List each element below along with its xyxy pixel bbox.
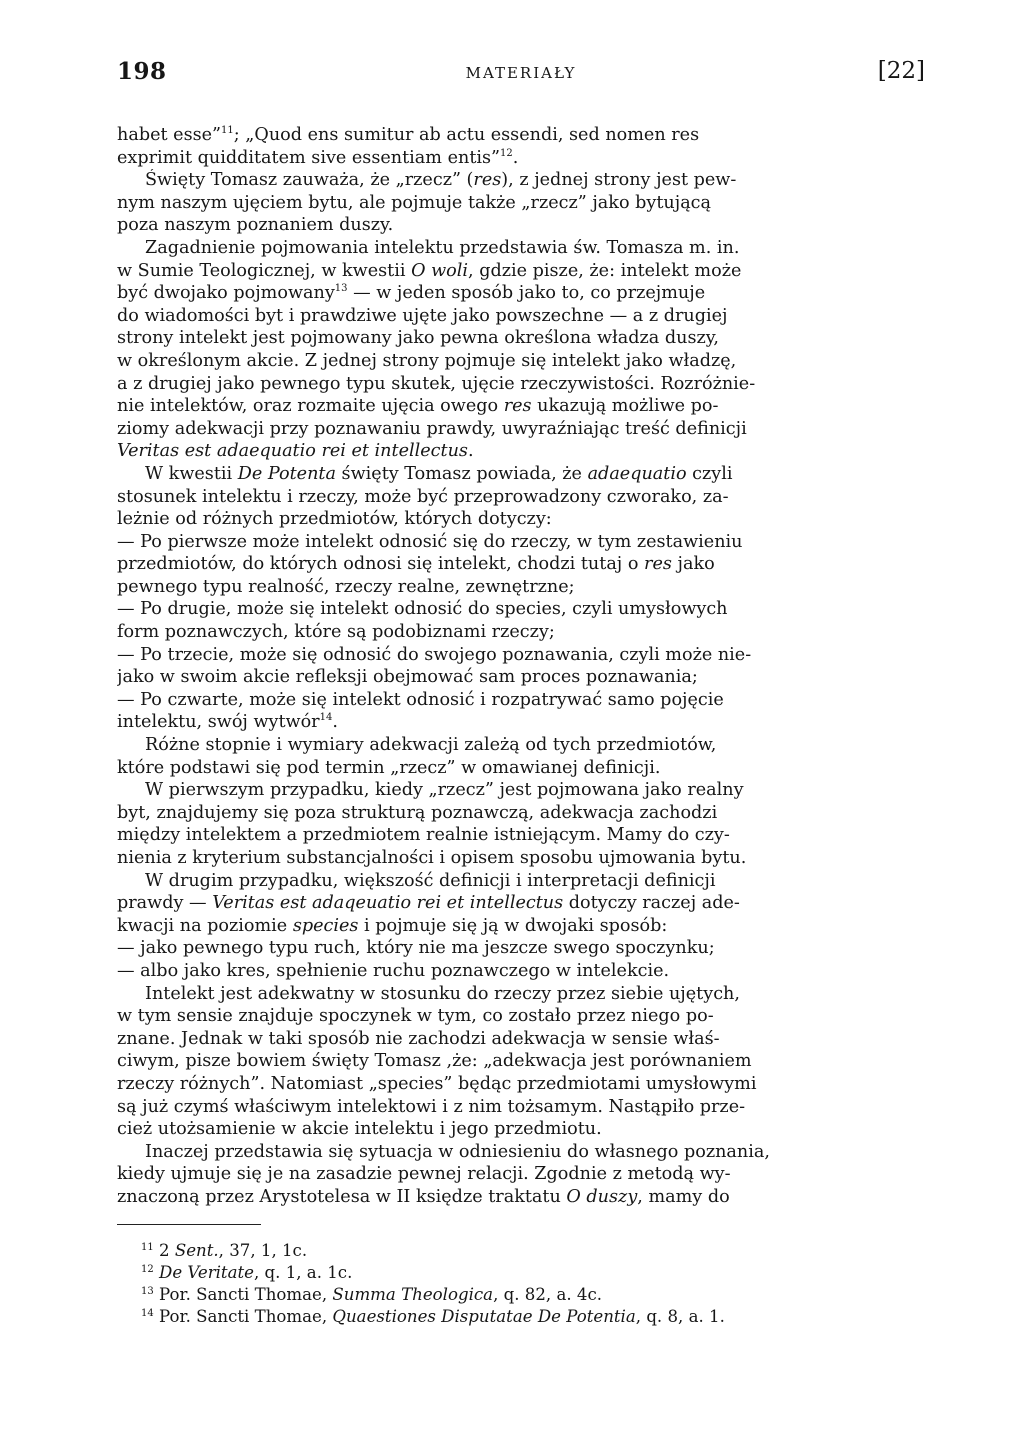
footnotes: [117, 1240, 925, 1328]
text-line: być dwojako pojmowany$^{13}$ — w jeden sposób jako to, co przejmuje: [117, 283, 706, 304]
text-line: exprimit quidditatem sive essentiam entis”$^{12}$.: [117, 147, 519, 168]
text-line: nienia z kryterium substancjalności i opisem sposobu ujmowania bytu.: [117, 848, 747, 868]
footnote: $^{12}$ De Veritate, q. 1, a. 1c.: [141, 1263, 353, 1282]
text-line: kiedy ujmuje się je na zasadzie pewnej relacji. Zgodnie z metodą wy-: [117, 1164, 731, 1185]
text-line: W drugim przypadku, większość definicji i interpretacji definicji: [145, 870, 716, 891]
body-text: [117, 124, 925, 1209]
running-header: [117, 58, 925, 88]
page-number: 198: [117, 58, 167, 85]
text-line: w określonym akcie. Z jednej strony pojmuje się intelekt jako władzę,: [117, 350, 737, 371]
text-line: jako w swoim akcie refleksji obejmować sam proces poznawania;: [117, 667, 698, 688]
text-line: które podstawi się pod termin „rzecz” w omawianej definicji.: [117, 757, 661, 778]
text-line: w tym sensie znajduje spoczynek w tym, co zostało przez niego po-: [117, 1006, 714, 1027]
text-line: — Po pierwsze może intelekt odnosić się do rzeczy, w tym zestawieniu: [117, 531, 743, 552]
footnote: $^{11}$ 2 Sent., 37, 1, 1c.: [141, 1241, 308, 1260]
text-line: ciwym, pisze bowiem święty Tomasz ,że: „adekwacja jest porównaniem: [117, 1051, 752, 1072]
text-line: strony intelekt jest pojmowany jako pewna określona władza duszy,: [117, 328, 719, 349]
text-line: poza naszym poznaniem duszy.: [117, 215, 394, 236]
text-line: habet esse”$^{11}$; „Quod ens sumitur ab actu essendi, sed nomen res: [117, 125, 700, 145]
text-line: prawdy — Veritas est adaqeuatio rei et intellectus dotyczy raczej ade-: [117, 893, 740, 914]
text-line: stosunek intelektu i rzeczy, może być przeprowadzony czworako, za-: [117, 486, 729, 507]
text-line: pewnego typu realność, rzeczy realne, zewnętrzne;: [117, 576, 575, 597]
text-line: znaczoną przez Arystotelesa w II księdze traktatu O duszy, mamy do: [117, 1186, 730, 1207]
footnote: $^{13}$ Por. Sancti Thomae, Summa Theologica, q. 82, a. 4c.: [141, 1285, 603, 1304]
text-line: ziomy adekwacji przy poznawaniu prawdy, uwyraźniając treść definicji: [117, 418, 747, 439]
text-line: a z drugiej jako pewnego typu skutek, ujęcie rzeczywistości. Rozróżnie-: [117, 373, 756, 394]
text-line: byt, znajdujemy się poza strukturą poznawczą, adekwacja zachodzi: [117, 802, 718, 823]
text-line: — Po drugie, może się intelekt odnosić do species, czyli umysłowych: [117, 599, 728, 620]
text-line: znane. Jednak w taki sposób nie zachodzi adekwacja w sensie właś-: [117, 1028, 720, 1049]
footnote: $^{14}$ Por. Sancti Thomae, Quaestiones Disputatae De Potentia, q. 8, a. 1.: [141, 1307, 725, 1326]
text-line: Różne stopnie i wymiary adekwacji zależą od tych przedmiotów,: [145, 735, 717, 756]
text-line: Inaczej przedstawia się sytuacja w odniesieniu do własnego poznania,: [145, 1141, 770, 1162]
text-line: nym naszym ujęciem bytu, ale pojmuje także „rzecz” jako bytującą: [117, 192, 712, 213]
text-line: — Po czwarte, może się intelekt odnosić i rozpatrywać samo pojęcie: [117, 689, 724, 710]
text-line: intelektu, swój wytwór$^{14}$.: [117, 712, 338, 733]
text-line: Święty Tomasz zauważa, że „rzecz” (res), z jednej strony jest pew-: [145, 170, 737, 191]
text-line: nie intelektów, oraz rozmaite ujęcia owego res ukazują możliwe po-: [117, 396, 719, 417]
text-line: form poznawczych, które są podobiznami rzeczy;: [117, 622, 555, 643]
running-title: MATERIAŁY: [465, 64, 577, 82]
text-line: Zagadnienie pojmowania intelektu przedstawia św. Tomasza m. in.: [145, 237, 740, 258]
text-line: cież utożsamienie w akcie intelektu i jego przedmiotu.: [117, 1119, 602, 1140]
text-line: — albo jako kres, spełnienie ruchu poznawczego w intelekcie.: [117, 960, 670, 981]
text-line: w Sumie Teologicznej, w kwestii O woli, gdzie pisze, że: intelekt może: [117, 260, 742, 281]
text-line: Veritas est adaequatio rei et intellectus.: [117, 441, 474, 462]
text-line: leżnie od różnych przedmiotów, których dotyczy:: [117, 509, 552, 530]
text-line: do wiadomości byt i prawdziwe ujęte jako powszechne — a z drugiej: [117, 305, 728, 326]
text-line: Intelekt jest adekwatny w stosunku do rzeczy przez siebie ujętych,: [145, 983, 740, 1004]
text-line: kwacji na poziomie species i pojmuje się ją w dwojaki sposób:: [117, 915, 668, 936]
text-line: W kwestii De Potenta święty Tomasz powiada, że adaequatio czyli: [145, 463, 733, 484]
text-line: — jako pewnego typu ruch, który nie ma jeszcze swego spoczynku;: [117, 938, 715, 959]
text-line: — Po trzecie, może się odnosić do swojego poznawania, czyli może nie-: [117, 644, 752, 665]
text-line: W pierwszym przypadku, kiedy „rzecz” jest pojmowana jako realny: [145, 780, 744, 801]
footnote-divider: [117, 1224, 261, 1225]
section-number: [22]: [877, 58, 925, 84]
text-line: między intelektem a przedmiotem realnie istniejącym. Mamy do czy-: [117, 825, 730, 846]
text-line: przedmiotów, do których odnosi się intelekt, chodzi tutaj o res jako: [117, 554, 715, 575]
text-line: rzeczy różnych”. Natomiast „species” będąc przedmiotami umysłowymi: [117, 1073, 757, 1094]
text-line: są już czymś właściwym intelektowi i z nim tożsamym. Nastąpiło prze-: [117, 1096, 746, 1117]
